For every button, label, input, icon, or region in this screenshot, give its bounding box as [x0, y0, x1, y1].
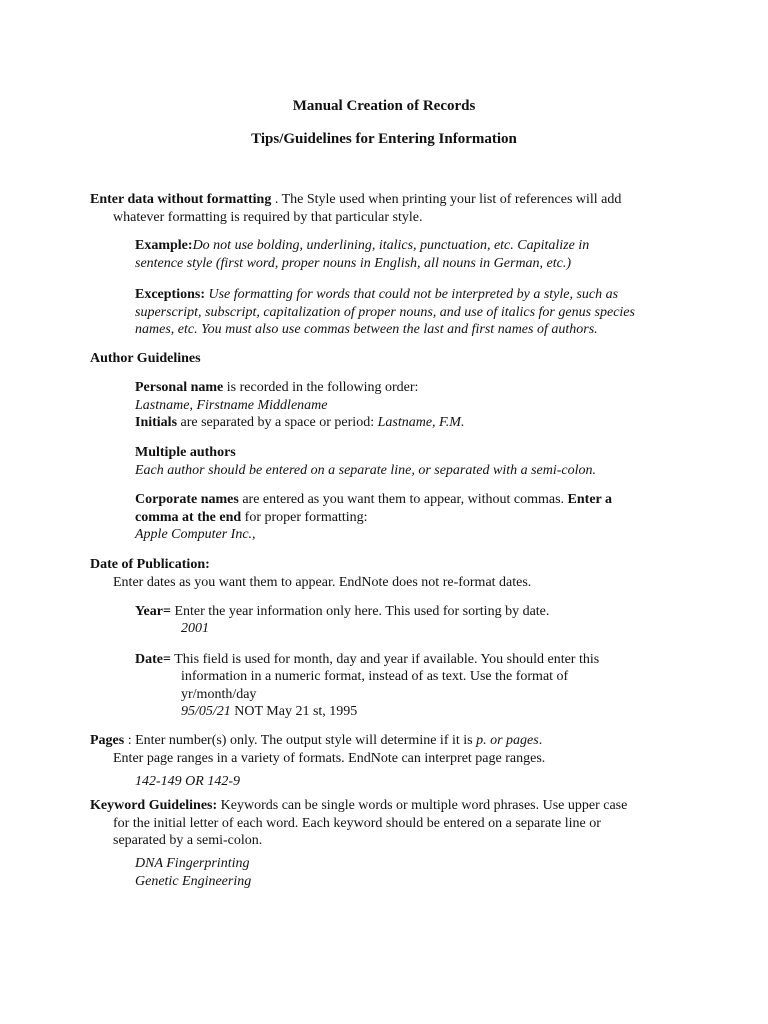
personal-name-text: is recorded in the following order: [223, 380, 419, 395]
year-row [135, 603, 680, 621]
personal-name-paragraph [135, 379, 680, 432]
keyword-examples [135, 855, 680, 890]
date-text-2: information in a numeric format, instead of as text. Use the format of [181, 669, 569, 684]
exceptions-text-2: superscript, subscript, capitalization of proper nouns, and use of italics for genus species [135, 304, 635, 320]
personal-name-example: Lastname, Firstname Middlename [135, 397, 328, 413]
date-text-1: This field is used for month, day and year if available. You should enter this [170, 652, 600, 667]
example-text-2: sentence style (first word, proper nouns in English, all nouns in German, etc.) [135, 255, 572, 271]
initials-text: are separated by a space or period: [177, 415, 378, 430]
exceptions-label: Exceptions: [135, 287, 205, 302]
date-intro: Enter dates as you want them to appear. EndNote does not re-format dates. [113, 574, 532, 590]
multiple-authors-paragraph [135, 444, 680, 479]
exceptions-paragraph [135, 286, 680, 339]
pages-label: Pages [90, 733, 125, 748]
pages-text-italic: p. or pages [476, 733, 539, 748]
example-text-1: Do not use bolding, underlining, italics, punctuation, etc. Capitalize in [192, 238, 590, 253]
author-heading: Author Guidelines [90, 351, 201, 366]
date-row [135, 651, 680, 669]
keywords-paragraph [90, 797, 703, 850]
document-title: Manual Creation of Records [292, 98, 476, 114]
date-heading: Date of Publication: [90, 557, 210, 572]
initials-label: Initials [135, 415, 178, 430]
date-text-3: yr/month/day [181, 686, 257, 702]
year-example-text: 2001 [181, 621, 209, 636]
year-text: Enter the year information only here. This used for sorting by date. [170, 604, 550, 619]
pages-text-end: . [538, 733, 543, 748]
corporate-names-label: Corporate names [135, 492, 239, 507]
date-paragraph [90, 556, 703, 591]
formatting-text-1: . The Style used when printing your list of references will add [271, 192, 622, 207]
pages-paragraph [90, 732, 703, 767]
corporate-names-paragraph [135, 491, 680, 544]
corporate-example: Apple Computer Inc., [135, 527, 256, 542]
document-subtitle: Tips/Guidelines for Entering Information [251, 131, 517, 147]
formatting-paragraph [90, 191, 703, 226]
date-label: Date= [135, 652, 171, 667]
pages-text-1: : Enter number(s) only. The output style will determine if it is [124, 733, 477, 748]
date-example: 95/05/21 [181, 704, 231, 719]
exceptions-text-1: Use formatting for words that could not be interpreted by a style, such as [205, 287, 619, 302]
corporate-names-text: are entered as you want them to appear, without commas. [238, 492, 568, 507]
formatting-heading: Enter data without formatting [90, 192, 272, 207]
initials-example: Lastname, F.M. [377, 415, 465, 430]
formatting-text-2: whatever formatting is required by that particular style. [113, 209, 423, 225]
year-example [181, 620, 680, 638]
date-continuation [181, 668, 680, 721]
keyword-example: Genetic Engineering [135, 873, 252, 889]
exceptions-text-3: names, etc. You must also use commas between the last and first names of authors. [135, 322, 598, 337]
pages-example-block [135, 773, 680, 791]
pages-example: 142-149 OR 142-9 [135, 774, 240, 789]
example-paragraph [135, 237, 680, 272]
year-label: Year= [135, 604, 171, 619]
pages-text-2: Enter page ranges in a variety of formats. EndNote can interpret page ranges. [113, 750, 546, 766]
corporate-names-text-2: for proper formatting: [241, 509, 368, 525]
keywords-text-3: separated by a semi-colon. [113, 833, 263, 848]
example-label: Example: [135, 238, 193, 253]
keywords-label: Keyword Guidelines: [90, 798, 218, 813]
multiple-authors-text: Each author should be entered on a separate line, or separated with a semi-colon. [135, 462, 597, 478]
personal-name-label: Personal name [135, 380, 224, 395]
keywords-text-1: Keywords can be single words or multiple word phrases. Use upper case [217, 798, 628, 813]
corporate-bold-2: comma at the end [135, 509, 242, 525]
keywords-text-2: for the initial letter of each word. Each keyword should be entered on a separate line or [113, 815, 601, 831]
date-example-rest: NOT May 21 st, 1995 [230, 704, 358, 719]
keyword-example: DNA Fingerprinting [135, 856, 250, 871]
corporate-bold-1: Enter a [567, 492, 613, 507]
multiple-authors-label: Multiple authors [135, 445, 236, 460]
